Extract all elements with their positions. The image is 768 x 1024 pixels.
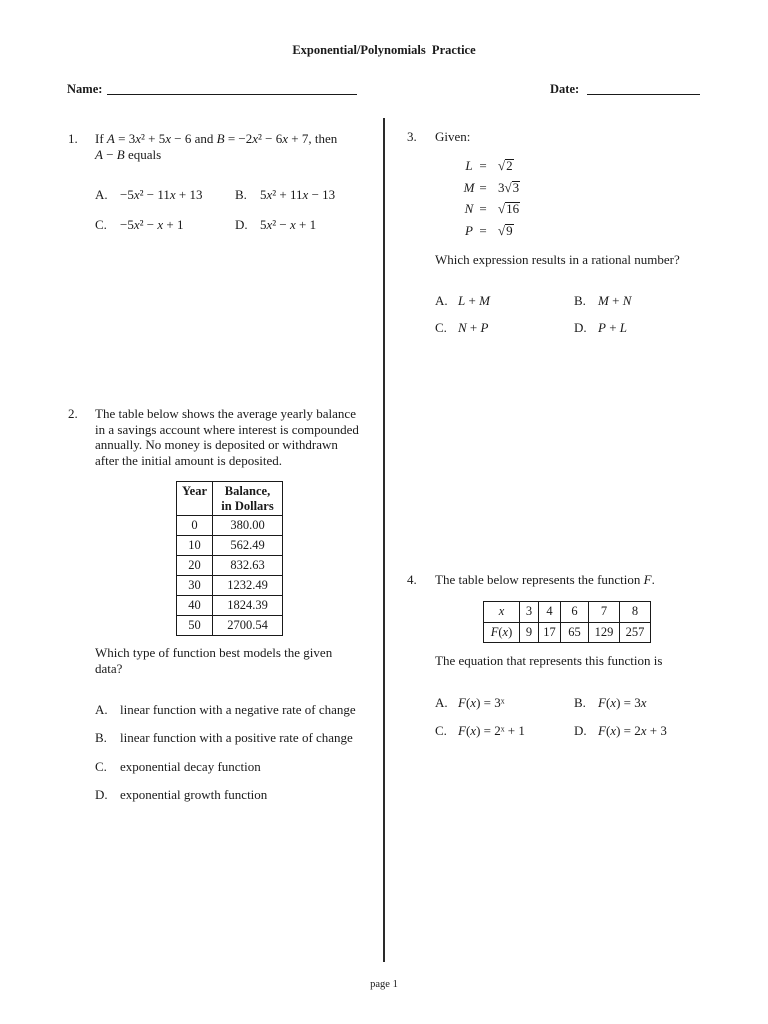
table-cell: 4 bbox=[539, 602, 561, 623]
table-cell: 65 bbox=[561, 622, 589, 643]
year-cell: 10 bbox=[177, 536, 213, 556]
math-variable: x bbox=[498, 604, 505, 619]
stem-line: A − B equals bbox=[95, 147, 162, 162]
date-label: Date: bbox=[550, 82, 580, 96]
choice-a bbox=[435, 293, 490, 309]
choice-d bbox=[95, 787, 267, 803]
table-cell: 257 bbox=[620, 622, 651, 643]
math-variable: N bbox=[622, 293, 632, 308]
math-variable: M bbox=[598, 293, 609, 308]
worksheet-title: Exponential/Polynomials Practice bbox=[292, 43, 476, 57]
balance-cell: 562.49 bbox=[213, 536, 283, 556]
table-row bbox=[177, 516, 283, 536]
year-cell: 0 bbox=[177, 516, 213, 536]
balance-table bbox=[176, 481, 283, 636]
given-variable bbox=[460, 158, 478, 174]
question-stem bbox=[95, 406, 359, 469]
math-variable: L bbox=[458, 293, 466, 308]
math-variable: M bbox=[463, 179, 475, 195]
choice-letter: C. bbox=[435, 723, 447, 738]
choice-letter: C. bbox=[435, 320, 447, 335]
balance-cell: 1824.39 bbox=[213, 596, 283, 616]
equals-sign: = bbox=[479, 201, 487, 217]
math-variable: F bbox=[458, 723, 466, 738]
choice-text: exponential growth function bbox=[120, 787, 268, 802]
choice-letter: B. bbox=[574, 293, 586, 308]
math-variable: x bbox=[302, 187, 309, 202]
table-row bbox=[177, 536, 283, 556]
name-label: Name: bbox=[67, 82, 103, 96]
math-variable: P bbox=[465, 223, 473, 239]
year-cell: 30 bbox=[177, 576, 213, 596]
math-variable: x bbox=[470, 723, 477, 738]
math-variable: x bbox=[266, 217, 273, 232]
given-variable bbox=[460, 180, 478, 196]
choice-c bbox=[95, 759, 261, 775]
given-row bbox=[460, 201, 540, 223]
choice-text: exponential decay function bbox=[120, 759, 261, 774]
prompt-line: data? bbox=[95, 660, 123, 676]
choice-text: P + L bbox=[598, 320, 628, 335]
question-number: 1. bbox=[68, 131, 78, 146]
year-cell: 50 bbox=[177, 616, 213, 636]
table-row bbox=[177, 616, 283, 636]
radicand: 16 bbox=[506, 201, 520, 217]
table-cell: 7 bbox=[589, 602, 620, 623]
choice-text: L + M bbox=[458, 293, 490, 308]
table-cell: 6 bbox=[561, 602, 589, 623]
table-cell: 129 bbox=[589, 622, 620, 643]
choice-letter: A. bbox=[95, 702, 108, 717]
math-variable: M bbox=[479, 293, 490, 308]
choice-b bbox=[574, 695, 647, 711]
date-blank-line bbox=[587, 94, 700, 95]
choice-d bbox=[235, 217, 316, 233]
question-number: 4. bbox=[407, 572, 417, 587]
choice-c bbox=[435, 723, 525, 739]
radicand: 9 bbox=[506, 223, 513, 239]
fx-row bbox=[484, 622, 651, 643]
balance-cell: 1232.49 bbox=[213, 576, 283, 596]
table-cell: 3 bbox=[520, 602, 539, 623]
table-cell: 17 bbox=[539, 622, 561, 643]
table-cell: 8 bbox=[620, 602, 651, 623]
choice-text: −5x² − 11x + 13 bbox=[120, 187, 203, 202]
choice-letter: B. bbox=[574, 695, 586, 710]
equals-sign: = bbox=[479, 158, 487, 173]
x-row bbox=[484, 602, 651, 623]
math-variable: x bbox=[640, 695, 647, 710]
year-cell: 40 bbox=[177, 596, 213, 616]
choice-text: 5x² + 11x − 13 bbox=[260, 187, 336, 202]
table-row bbox=[177, 576, 283, 596]
radicand: 2 bbox=[506, 158, 513, 173]
choice-d bbox=[574, 723, 667, 739]
choice-c bbox=[435, 320, 488, 336]
choice-text: F(x) = 2ˣ + 1 bbox=[458, 723, 525, 738]
math-variable: F bbox=[490, 624, 499, 639]
question-stem: The table below represents the function F. bbox=[435, 572, 655, 587]
equals-sign: = bbox=[479, 179, 487, 195]
name-blank-line bbox=[107, 94, 357, 95]
choice-letter: B. bbox=[235, 187, 247, 202]
table-row bbox=[177, 596, 283, 616]
math-variable: x bbox=[252, 131, 259, 146]
column-divider bbox=[383, 118, 385, 962]
choice-text: 5x² − x + 1 bbox=[260, 217, 317, 232]
stem-line: The table below shows the average yearly balance bbox=[95, 406, 356, 421]
year-cell: 20 bbox=[177, 556, 213, 576]
choice-letter: C. bbox=[95, 217, 107, 232]
header-line: Balance, bbox=[224, 484, 271, 498]
given-value: √16 bbox=[498, 201, 520, 217]
balance-cell: 2700.54 bbox=[213, 616, 283, 636]
stem-line: after the initial amount is deposited. bbox=[95, 453, 283, 469]
math-variable: x bbox=[470, 695, 477, 710]
given-variable bbox=[460, 223, 478, 239]
choice-a bbox=[95, 702, 356, 718]
choice-letter: D. bbox=[574, 723, 587, 738]
math-variable: x bbox=[133, 217, 140, 232]
choice-text: F(x) = 3ˣ bbox=[458, 695, 505, 710]
choice-a bbox=[435, 695, 505, 711]
given-variable bbox=[460, 201, 478, 217]
equals-sign: = bbox=[479, 223, 487, 239]
choice-c bbox=[95, 217, 183, 233]
balance-cell: 380.00 bbox=[213, 516, 283, 536]
stem-line: annually. No money is deposited or withdrawn bbox=[95, 437, 338, 453]
row-header-cell bbox=[484, 602, 520, 623]
math-variable: B bbox=[116, 147, 125, 162]
choice-text: F(x) = 2x + 3 bbox=[598, 723, 667, 738]
choice-text: N + P bbox=[458, 320, 489, 335]
math-variable: P bbox=[598, 320, 606, 335]
page-number: page 1 bbox=[370, 979, 398, 990]
math-variable: x bbox=[502, 624, 509, 639]
math-variable: P bbox=[480, 320, 489, 335]
question-prompt: Which expression results in a rational number? bbox=[435, 252, 680, 267]
table-header-row bbox=[177, 482, 283, 516]
choice-text: F(x) = 3x bbox=[598, 695, 647, 710]
choice-letter: D. bbox=[235, 217, 248, 232]
choice-text: linear function with a negative rate of change bbox=[120, 702, 356, 717]
math-variable: x bbox=[610, 695, 617, 710]
choice-b bbox=[574, 293, 631, 309]
balance-header bbox=[213, 482, 283, 516]
row-header-cell: F(x) bbox=[484, 622, 520, 643]
math-variable: x bbox=[282, 131, 289, 146]
given-values bbox=[460, 158, 540, 245]
math-variable: x bbox=[157, 217, 164, 232]
math-variable: x bbox=[610, 723, 617, 738]
math-variable: F bbox=[458, 695, 466, 710]
choice-letter: D. bbox=[574, 320, 587, 335]
choice-letter: A. bbox=[95, 187, 108, 202]
radicand: 3 bbox=[512, 179, 520, 195]
choice-a bbox=[95, 187, 203, 203]
given-value: √9 bbox=[498, 223, 513, 239]
math-variable: x bbox=[135, 131, 141, 146]
given-value: 3√3 bbox=[498, 179, 520, 195]
question-intro: Given: bbox=[435, 129, 471, 144]
balance-cell: 832.63 bbox=[213, 556, 283, 576]
math-variable: x bbox=[133, 187, 140, 202]
given-row bbox=[460, 223, 540, 245]
given-row bbox=[460, 158, 540, 180]
math-variable: x bbox=[290, 217, 296, 232]
choice-d bbox=[574, 320, 627, 336]
math-variable: A bbox=[95, 147, 103, 162]
math-variable: F bbox=[598, 723, 606, 738]
table-cell: 9 bbox=[520, 622, 539, 643]
math-variable: x bbox=[165, 131, 172, 146]
question-number: 2. bbox=[68, 406, 78, 421]
choice-b bbox=[235, 187, 335, 203]
math-variable: x bbox=[169, 187, 176, 202]
math-variable: x bbox=[266, 187, 273, 202]
choice-letter: A. bbox=[435, 293, 448, 308]
question-stem bbox=[95, 131, 337, 163]
header-line: in Dollars bbox=[221, 499, 274, 513]
math-variable: N bbox=[464, 201, 474, 217]
stem-line: in a savings account where interest is compounded bbox=[95, 421, 359, 437]
math-variable: L bbox=[619, 320, 628, 335]
choice-text: linear function with a positive rate of change bbox=[120, 730, 353, 745]
question-number: 3. bbox=[407, 129, 417, 144]
choice-letter: B. bbox=[95, 730, 107, 745]
table-row bbox=[177, 556, 283, 576]
given-row bbox=[460, 180, 540, 202]
year-header: Year bbox=[177, 482, 213, 516]
math-variable: F bbox=[643, 572, 652, 587]
stem-line: If A = 3x² + 5x − 6 and B = −2x² − 6x + 7, then bbox=[95, 131, 338, 146]
math-variable: x bbox=[640, 723, 647, 738]
math-variable: F bbox=[598, 695, 606, 710]
prompt-line: Which type of function best models the given bbox=[95, 645, 333, 660]
math-variable: L bbox=[465, 158, 473, 173]
choice-text: −5x² − x + 1 bbox=[120, 217, 184, 232]
choice-text: M + N bbox=[598, 293, 632, 308]
math-variable: B bbox=[216, 131, 225, 146]
choice-b bbox=[95, 730, 353, 746]
question-prompt bbox=[95, 645, 332, 676]
question-prompt: The equation that represents this function is bbox=[435, 653, 663, 668]
given-value: √2 bbox=[498, 158, 513, 173]
function-table bbox=[483, 601, 651, 643]
math-variable: N bbox=[458, 320, 467, 335]
choice-letter: A. bbox=[435, 695, 448, 710]
choice-letter: D. bbox=[95, 787, 108, 802]
choice-letter: C. bbox=[95, 759, 107, 774]
math-variable: A bbox=[106, 131, 115, 146]
